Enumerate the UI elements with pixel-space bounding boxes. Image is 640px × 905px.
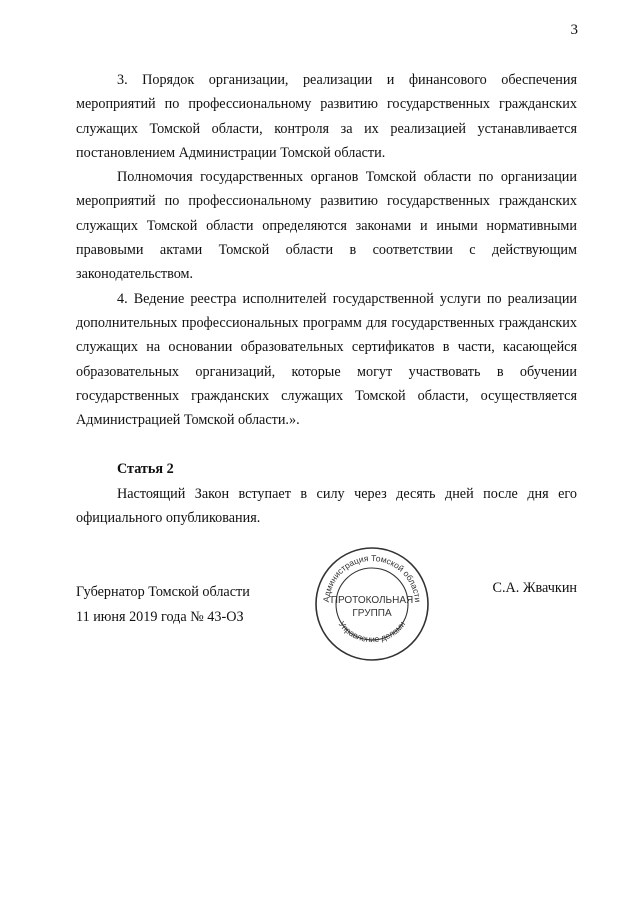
svg-text:Управление делами xyxy=(337,619,408,644)
stamp-center-line-1: ПРОТОКОЛЬНАЯ xyxy=(330,595,414,606)
law-text-section xyxy=(76,68,577,432)
signatory-name: С.А. Жвачкин xyxy=(492,580,577,596)
article-2-title: Статья 2 xyxy=(117,461,174,477)
stamp-center-line-2: ГРУППА xyxy=(352,608,392,619)
article-2-section xyxy=(76,482,577,531)
stamp-ring-bottom-text: Управление делами xyxy=(336,619,408,645)
stamp-ring-top-text: Администрация Томской области xyxy=(320,552,424,603)
stamp-seal-graphic xyxy=(313,545,431,663)
law-date-number: 11 июня 2019 года № 43-ОЗ xyxy=(76,608,244,625)
page-number: 3 xyxy=(570,22,578,38)
paragraph-4: 4. Ведение реестра исполнителей государственной услуги по реализации дополнительных профессиональных программ для государственных гражданских служащих на основании образовательных сертификатов в части, касающейся образовательных организаций, которые могут участвовать в обучении государственных гражданских служащих Томской области, осуществляется Администрацией Томской области.». xyxy=(76,290,577,429)
official-stamp xyxy=(313,545,431,663)
signatory-position: Губернатор Томской области xyxy=(76,584,250,600)
paragraph-3: 3. Порядок организации, реализации и финансового обеспечения мероприятий по профессиональному развитию государственных гражданских служащих Томской области, контроля за их реализацией устанавливается постановлением Администрации Томской области. xyxy=(76,72,577,161)
article-2-text: Настоящий Закон вступает в силу через десять дней после дня его официального опубликования. xyxy=(76,486,577,527)
signature-block xyxy=(76,580,250,629)
paragraph-powers: Полномочия государственных органов Томской области по организации мероприятий по профессиональному развитию государственных гражданских служащих Томской области определяются законами и иными нормативными правовыми актами Томской области в соответствии с действующим законодательством. xyxy=(76,169,577,283)
